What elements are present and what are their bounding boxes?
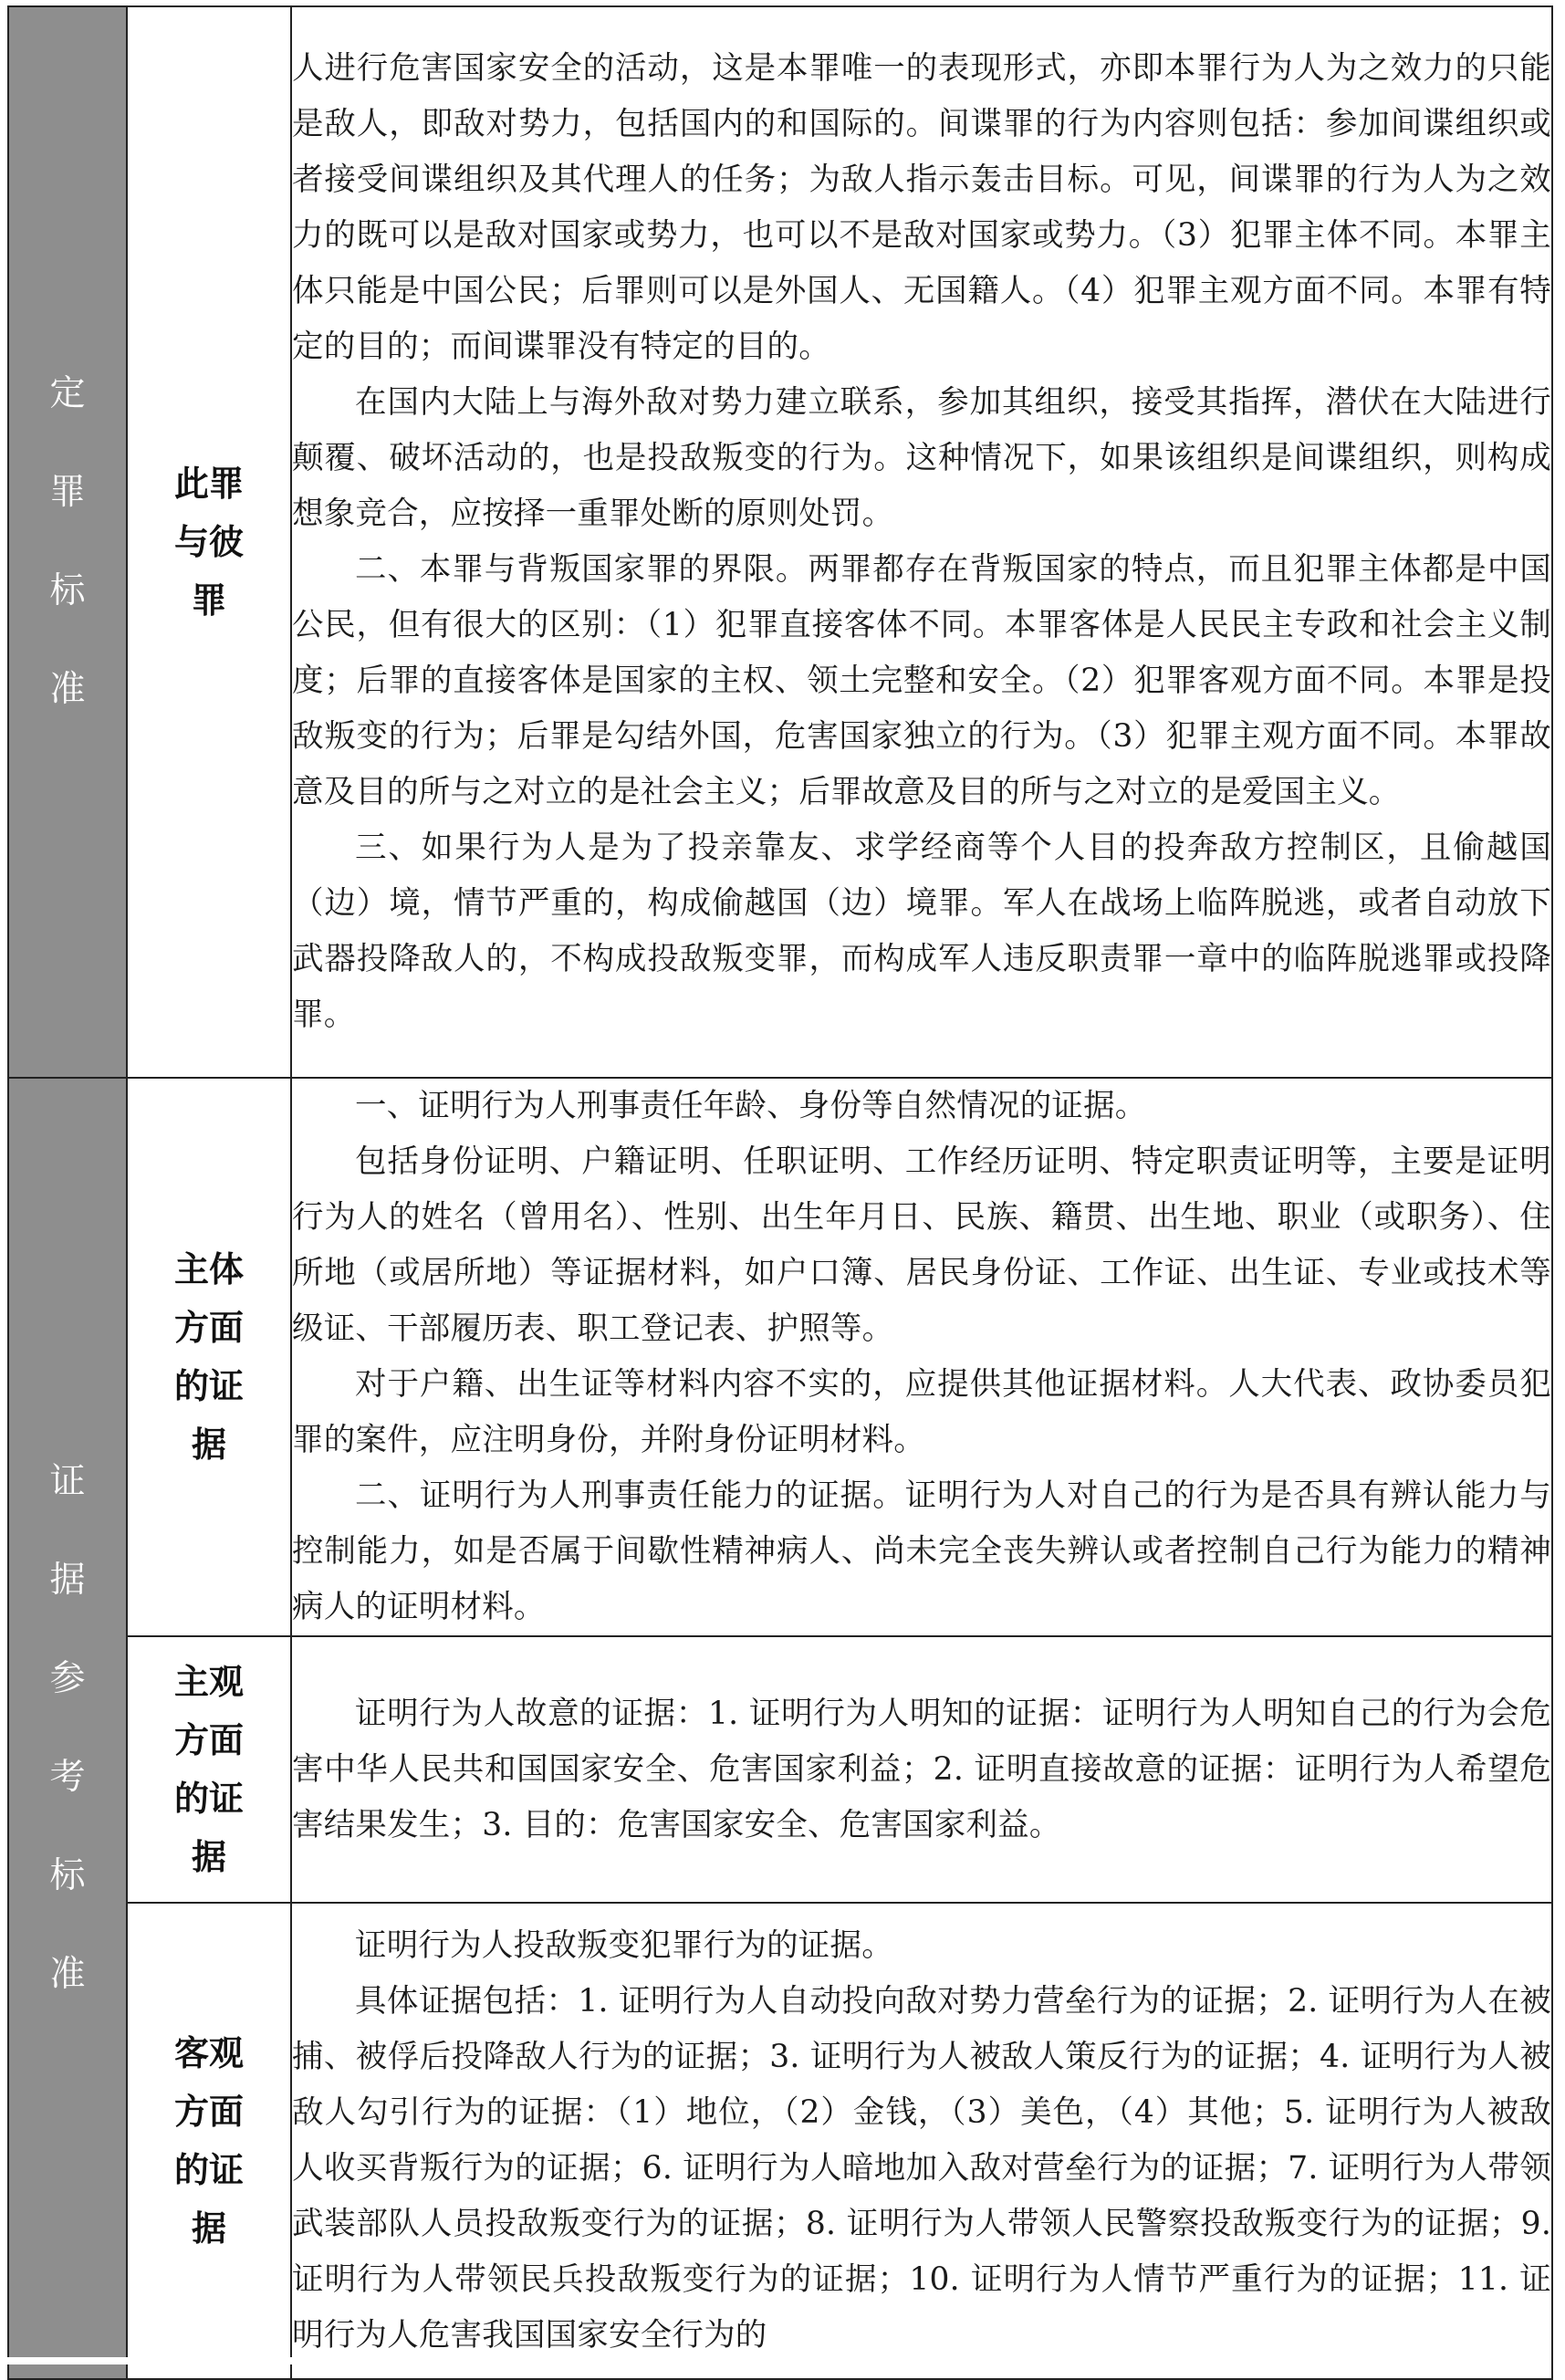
paragraph: 对于户籍、出生证等材料内容不实的，应提供其他证据材料。人大代表、政协委员犯罪的案件，应注明身份，并附身份证明材料。 — [292, 1366, 1551, 1458]
page-cut-edge — [7, 2357, 1551, 2364]
paragraph: 二、本罪与背叛国家罪的界限。两罪都存在背叛国家的特点，而且犯罪主体都是中国公民，但有很大的区别：（1）犯罪直接客体不同。本罪客体是人民民主专政和社会主义制度；后罪的直接客体是国家的主权、领土完整和安全。（2）犯罪客观方面不同。本罪是投敌叛变的行为；后罪是勾结外国，危害国家独立的行为。（3）犯罪主观方面不同。本罪故意及目的所与之对立的是社会主义；后罪故意及目的所与之对立的是爱国主义。 — [292, 551, 1551, 810]
paragraph: 二、证明行为人刑事责任能力的证据。证明行为人对自己的行为是否具有辨认能力与控制能力，如是否属于间歇性精神病人、尚未完全丧失辨认或者控制自己行为能力的精神病人的证明材料。 — [292, 1477, 1551, 1625]
paragraph: 具体证据包括：1. 证明行为人自动投向敌对势力营垒行为的证据；2. 证明行为人在被捕、被俘后投降敌人行为的证据；3. 证明行为人被敌人策反行为的证据；4. 证明行为人被敌人勾引行为的证据：（1）地位，（2）金钱，（3）美色，（4）其他；5. 证明行为人被敌人收买背叛行为的证据；6. 证明行为人暗地加入敌对营垒行为的证据；7. 证明行为人带领武装部队人员投敌叛变行为的证据；8. 证明行为人带领人民警察投敌叛变行为的证据；9. 证明行为人带领民兵投敌叛变行为的证据；10. 证明行为人情节严重行为的证据；11. 证明行为人危害我国国家安全行为的 — [292, 1983, 1551, 2354]
paragraph: 三、如果行为人是为了投亲靠友、求学经商等个人目的投奔敌方控制区，且偷越国（边）境，情节严重的，构成偷越国（边）境罪。军人在战场上临阵脱逃，或者自动放下武器投降敌人的，不构成投敌叛变罪，而构成军人违反职责罪一章中的临阵脱逃罪或投降罪。 — [292, 830, 1551, 1033]
paragraph: 一、证明行为人刑事责任年龄、身份等自然情况的证据。 — [355, 1088, 1147, 1124]
content-cell-this-and-other — [291, 6, 1552, 1078]
content-cell-objective — [291, 1903, 1552, 2379]
paragraph: 证明行为人投敌叛变犯罪行为的证据。 — [355, 1927, 893, 1964]
section-label-evidence: 证据参考标准 — [49, 1461, 86, 1995]
section-label-conviction: 定罪标准 — [49, 373, 86, 710]
section-cell-evidence — [8, 1078, 127, 2379]
paragraph: 人进行危害国家安全的活动，这是本罪唯一的表现形式，亦即本罪行为人为之效力的只能是敌人，即敌对势力，包括国内的和国际的。间谍罪的行为内容则包括：参加间谍组织或者接受间谍组织及其代理人的任务；为敌人指示轰击目标。可见，间谍罪的行为人为之效力的既可以是敌对国家或势力，也可以不是敌对国家或势力。（3）犯罪主体不同。本罪主体只能是中国公民；后罪则可以是外国人、无国籍人。（4）犯罪主观方面不同。本罪有特定的目的；而间谍罪没有特定的目的。 — [292, 50, 1551, 365]
row-label-cell — [127, 1903, 291, 2379]
paragraph: 在国内大陆上与海外敌对势力建立联系，参加其组织，接受其指挥，潜伏在大陆进行颠覆、破坏活动的，也是投敌叛变的行为。这种情况下，如果该组织是间谍组织，则构成想象竞合，应按择一重罪处断的原则处罚。 — [292, 384, 1551, 532]
table-row-subject — [8, 1078, 1552, 1636]
evidence-standard-table — [7, 5, 1553, 2380]
row-label-objective: 客观方面的证据 — [173, 2033, 244, 2249]
table-row-objective — [8, 1903, 1552, 2379]
row-label-cell — [127, 1636, 291, 1903]
row-label-this-and-other: 此罪与彼罪 — [173, 464, 244, 621]
paragraph: 包括身份证明、户籍证明、任职证明、工作经历证明、特定职责证明等，主要是证明行为人的姓名（曾用名）、性别、出生年月日、民族、籍贯、出生地、职业（或职务）、住所地（或居所地）等证据材料，如户口簿、居民身份证、工作证、出生证、专业或技术等级证、干部履历表、职工登记表、护照等。 — [292, 1143, 1551, 1347]
content-cell-subjective — [291, 1636, 1552, 1903]
paragraph: 证明行为人故意的证据：1. 证明行为人明知的证据：证明行为人明知自己的行为会危害中华人民共和国国家安全、危害国家利益；2. 证明直接故意的证据：证明行为人希望危害结果发生；3. 目的：危害国家安全、危害国家利益。 — [292, 1695, 1551, 1843]
row-label-cell — [127, 1078, 291, 1636]
content-cell-subject — [291, 1078, 1552, 1636]
section-cell-conviction — [8, 6, 127, 1078]
row-label-cell — [127, 6, 291, 1078]
table-row-this-and-other — [8, 6, 1552, 1078]
row-label-subjective: 主观方面的证据 — [173, 1662, 244, 1877]
row-label-subject: 主体方面的证据 — [173, 1249, 244, 1465]
table-row-subjective — [8, 1636, 1552, 1903]
